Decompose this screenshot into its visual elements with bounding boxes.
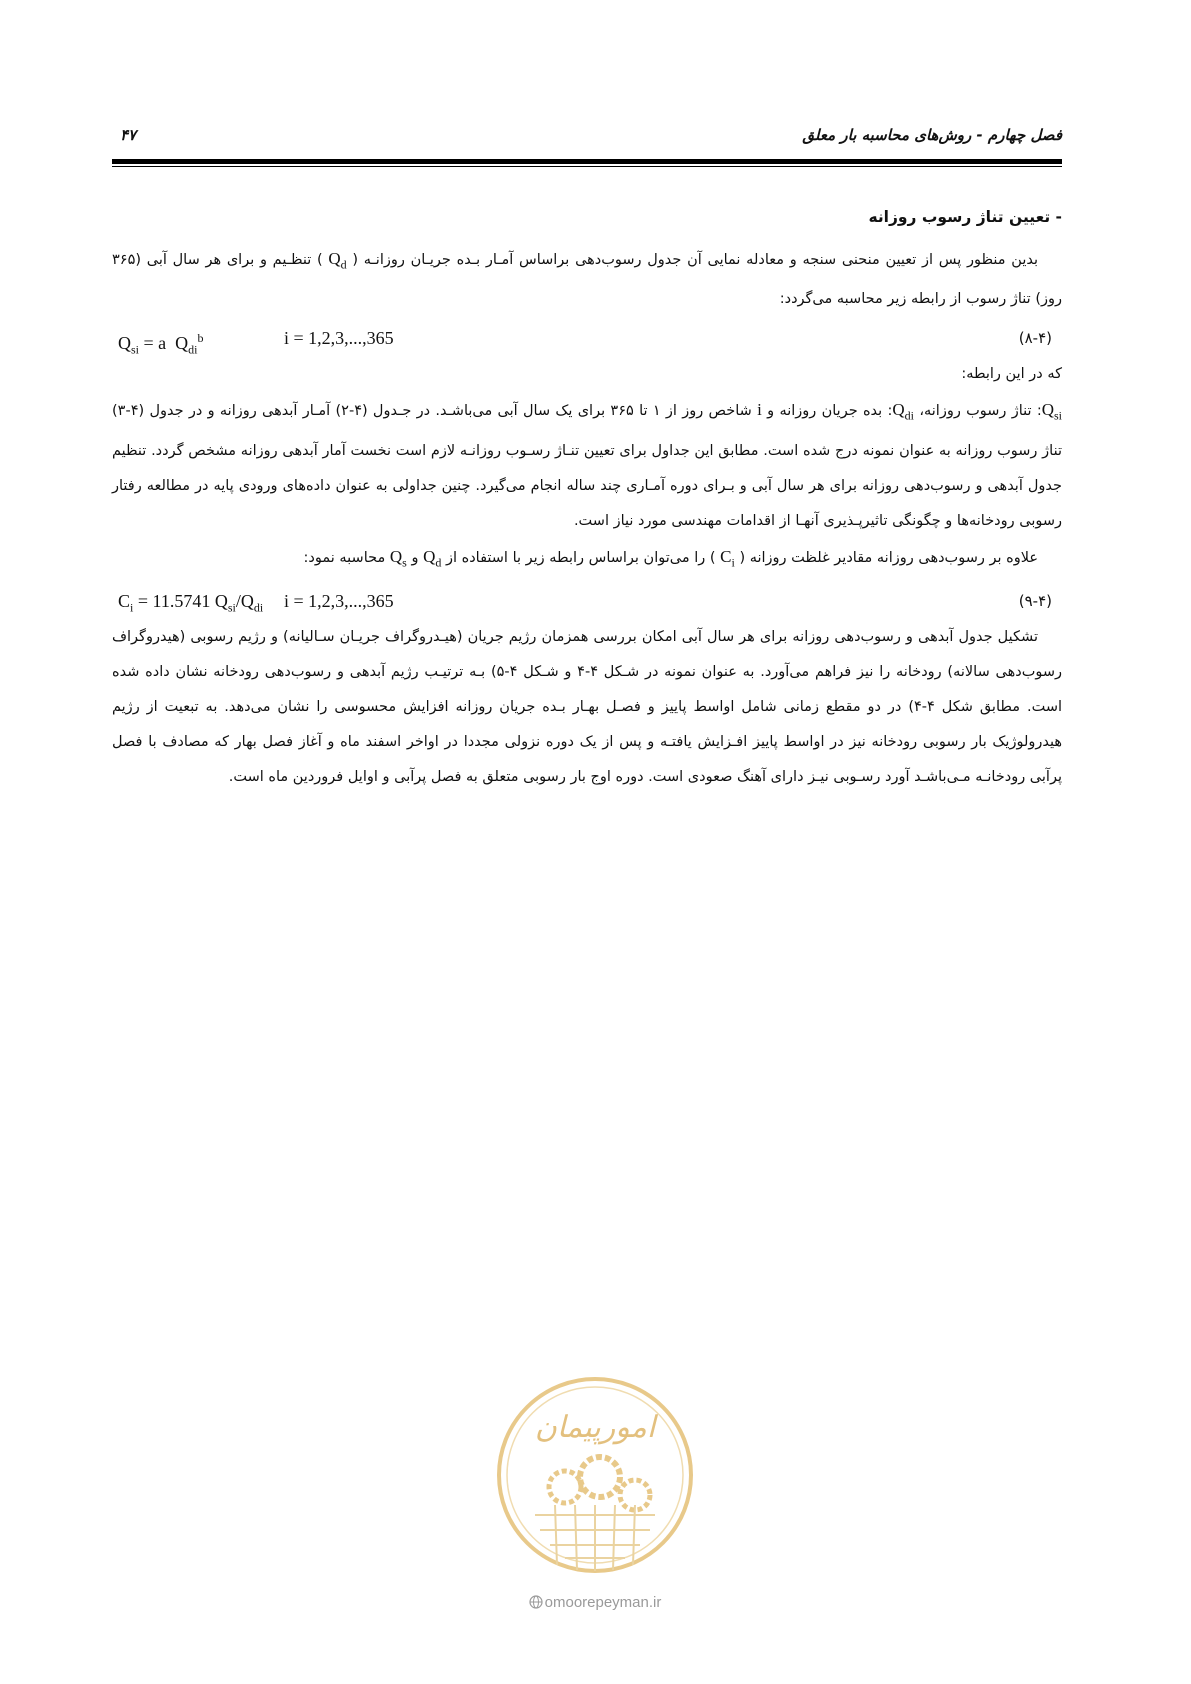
equation-9-4-formula: $C_i = 11.5741$ $Q_{si}/Q_{di}$ (118, 591, 264, 615)
paragraph-2-text-b: : بده جریان روزانه و (767, 403, 893, 420)
paragraph-2-text-c: شاخص روز از ۱ تا ۳۶۵ برای یک سال آبی می‌باشـد. در جـدول (۴-۲) آمـار آبدهی روزانه و در جدول (۴-۳) تناژ رسوب روزانه به عنوان نمونه درج شده است. مطابق این جداول برای تعیین تنـاژ رسـوب روزانـه لازم است نخست آمار آبدهی روزانه مشخص گردد. تنظیم جدول آبدهی و رسوب‌دهی روزانه برای هر سال آبی و بـرای دوره آمـاری چند ساله انجام می‌گیرد. چنین جداولی به عنوان داده‌های ورودی پایه در مطالعه رفتار رسوبی رودخانه‌ها و چگونگی تاثیرپـذیری آنهـا از اقدامات مهندسی مورد نیاز است. (112, 403, 1062, 529)
watermark-logo (495, 1375, 695, 1575)
equation-9-4-range: i = 1,2,3,...,365 (284, 591, 394, 612)
page-header (112, 126, 1062, 148)
header-divider (112, 159, 1062, 164)
paragraph-1-text-a: بدین منظور پس از تعیین منحنی سنجه و معادله نمایی آن جدول رسوب‌دهی براساس آمـار بـده جریـان روزانـه ( (352, 252, 1039, 268)
qsi-symbol: $Q_{si}$ (1041, 400, 1063, 423)
website-text: omoorepeyman.ir (544, 1594, 662, 1611)
paragraph-3-text-d: محاسبه نمود: (303, 549, 386, 566)
page-number: ۴۷ (120, 126, 137, 144)
paragraph-2-text-a: : تناژ رسوب روزانه، (919, 403, 1042, 420)
equation-9-4 (112, 580, 1062, 620)
paragraph-3-text-b: ) را می‌توان براساس رابطه زیر با استفاده از (445, 549, 716, 566)
qdi-symbol: $Q_{di}$ (892, 400, 915, 423)
chapter-title: فصل چهارم - روش‌های محاسبه بار معلق (802, 126, 1062, 144)
paragraph-3 (112, 539, 1062, 580)
logo-text: امورپیمان (534, 1410, 656, 1445)
page-content (112, 200, 1062, 795)
paragraph-1 (112, 241, 1062, 317)
equation-8-4-exponent: b (197, 331, 204, 346)
qs-symbol: $Q_s$ (389, 546, 407, 570)
ci-symbol: $C_i$ (720, 546, 735, 570)
header-divider-thin (112, 166, 1062, 167)
globe-icon (529, 1595, 543, 1609)
qd-symbol: $Q_d$ (328, 249, 347, 272)
paragraph-1-text-b: ) تنظـیم و برای هر سال آبی (۳۶۵ روز) تناژ رسوب از رابطه زیر محاسبه می‌گردد: (112, 252, 1062, 308)
paragraph-3-text-a: علاوه بر رسوب‌دهی روزانه مقادیر غلظت روزانه ( (739, 549, 1038, 566)
equation-9-4-number: (۹-۴) (1018, 592, 1052, 611)
equation-8-4-number: (۸-۴) (1018, 329, 1052, 348)
paragraph-3-text-c: و (411, 549, 419, 566)
equation-8-4 (112, 317, 1062, 357)
equation-8-4-range: i = 1,2,3,...,365 (284, 328, 394, 349)
paragraph-2 (112, 392, 1062, 538)
section-heading: - تعیین تناژ رسوب روزانه (868, 208, 1062, 226)
qd-symbol-2: $Q_d$ (423, 546, 442, 570)
where-text: که در این رابطه: (961, 366, 1062, 383)
equation-8-4-formula: $Q_{si} = a$ $Q_{di}^b$ (118, 331, 204, 357)
paragraph-4: تشکیل جدول آبدهی و رسوب‌دهی روزانه برای هر سال آبی امکان بررسی همزمان رژیم جریان (هیـدروگراف جریـان سـالیانه) و رژیم رسوبی (هیدروگراف رسوب‌دهی سالانه) رودخانه را نیز فراهم می‌آورد. به عنوان نمونه در شـکل ۴-۴ و شـکل ۴-۵) بـه ترتیـب رژیم آبدهی و رسوب‌دهی رودخانه نشان داده شده است. مطابق شکل ۴-۴) در دو مقطع زمانی شامل اواسط پاییز و فصـل بهـار بـده جریان روزانه افزایش محسوسی را نشان می‌دهد. به تبعیت از رژیم هیدرولوژیک بار رسوبی رودخانه نیز در اواسط پاییز افـزایش یافتـه و پس از یک دوره نزولی مجددا در اواخر اسفند ماه و آغاز فصل بهار که مصادف با فصل پرآبی رودخانـه مـی‌باشـد آورد رسـوبی نیـز دارای آهنگ صعودی است. دوره اوج بار رسوبی متعلق به فصل پرآبی و اوایل فروردین ماه است. (112, 629, 1062, 786)
watermark-website (492, 1594, 698, 1611)
i-symbol: i (757, 400, 762, 420)
